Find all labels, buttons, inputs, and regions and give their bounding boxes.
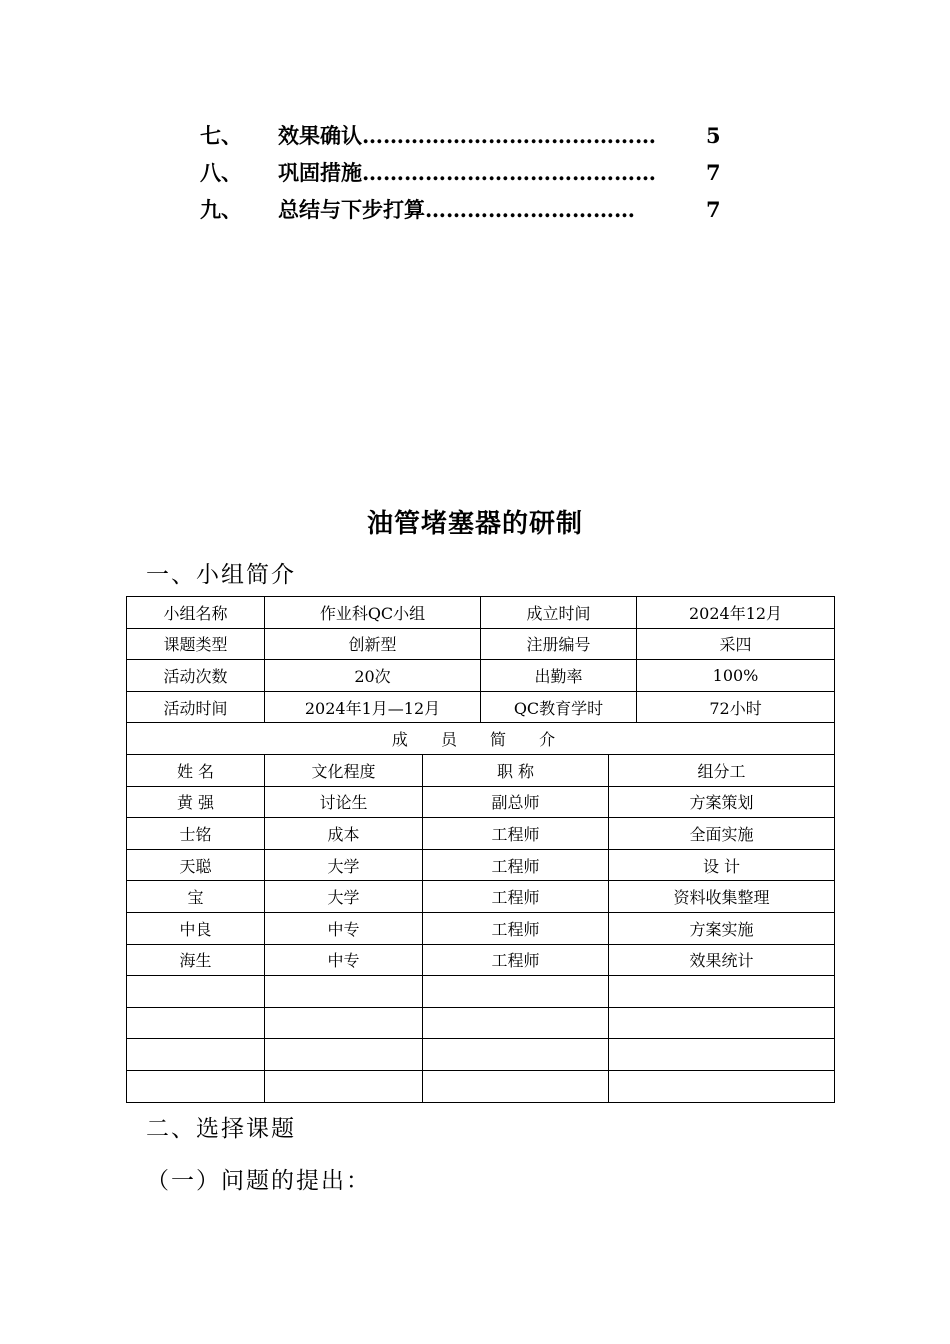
table-row	[127, 723, 835, 755]
document-title: 油管堵塞器的研制	[366, 509, 583, 539]
table-row	[127, 818, 835, 850]
section-heading-team-intro: 一、小组简介	[146, 562, 296, 588]
empty-table-row	[127, 1039, 835, 1071]
column-header: 姓 名	[127, 754, 265, 786]
member-title: 副总师	[423, 786, 609, 818]
member-name: 黄 强	[127, 786, 265, 818]
member-role: 全面实施	[609, 818, 835, 850]
toc-title: 总结与下步打算…………………………	[278, 197, 635, 222]
info-label: 出勤率	[481, 660, 637, 692]
info-label: 注册编号	[481, 628, 637, 660]
member-name: 士铭	[127, 818, 265, 850]
info-value: 采四	[637, 628, 835, 660]
info-value: 2024年12月	[637, 597, 835, 629]
info-value: 创新型	[265, 628, 481, 660]
member-education: 中专	[265, 944, 423, 976]
table-row	[127, 944, 835, 976]
toc-page-number: 7	[706, 160, 721, 185]
info-label: 小组名称	[127, 597, 265, 629]
member-role: 资料收集整理	[609, 881, 835, 913]
section-heading-topic-selection: 二、选择课题	[146, 1116, 296, 1142]
member-name: 宝	[127, 881, 265, 913]
column-header: 组分工	[609, 754, 835, 786]
column-header: 文化程度	[265, 754, 423, 786]
table-row	[127, 597, 835, 629]
table-row	[127, 660, 835, 692]
member-name: 中良	[127, 912, 265, 944]
member-education: 中专	[265, 912, 423, 944]
member-role: 方案实施	[609, 912, 835, 944]
member-name: 天聪	[127, 849, 265, 881]
info-label: 活动时间	[127, 691, 265, 723]
member-title: 工程师	[423, 881, 609, 913]
member-education: 大学	[265, 881, 423, 913]
toc-page-number: 7	[706, 197, 721, 222]
member-education: 成本	[265, 818, 423, 850]
info-value: 20次	[265, 660, 481, 692]
table-row	[127, 849, 835, 881]
info-value: 100%	[637, 660, 835, 692]
info-label: 成立时间	[481, 597, 637, 629]
member-title: 工程师	[423, 818, 609, 850]
member-education: 讨论生	[265, 786, 423, 818]
member-role: 设 计	[609, 849, 835, 881]
column-header: 职 称	[423, 754, 609, 786]
toc-number: 七、	[200, 123, 242, 148]
toc-number: 九、	[200, 197, 242, 222]
info-label: 活动次数	[127, 660, 265, 692]
member-title: 工程师	[423, 944, 609, 976]
toc-page-number: 5	[706, 123, 721, 148]
toc-title: 效果确认……………………………………	[278, 123, 656, 148]
empty-table-row	[127, 1007, 835, 1039]
members-section-header: 成 员 简 介	[127, 723, 835, 755]
empty-table-row	[127, 1070, 835, 1102]
empty-table-row	[127, 976, 835, 1008]
member-role: 方案策划	[609, 786, 835, 818]
info-label: QC教育学时	[481, 691, 637, 723]
member-title: 工程师	[423, 849, 609, 881]
info-label: 课题类型	[127, 628, 265, 660]
info-value: 作业科QC小组	[265, 597, 481, 629]
member-education: 大学	[265, 849, 423, 881]
info-value: 72小时	[637, 691, 835, 723]
info-value: 2024年1月—12月	[265, 691, 481, 723]
table-header-row	[127, 754, 835, 786]
table-row	[127, 912, 835, 944]
toc-title: 巩固措施……………………………………	[278, 160, 656, 185]
toc-number: 八、	[200, 160, 242, 185]
table-row	[127, 628, 835, 660]
member-role: 效果统计	[609, 944, 835, 976]
table-row	[127, 786, 835, 818]
member-name: 海生	[127, 944, 265, 976]
table-row	[127, 691, 835, 723]
subsection-heading-problem: （一）问题的提出：	[146, 1168, 371, 1194]
team-info-table	[126, 596, 835, 1103]
member-title: 工程师	[423, 912, 609, 944]
table-row	[127, 881, 835, 913]
